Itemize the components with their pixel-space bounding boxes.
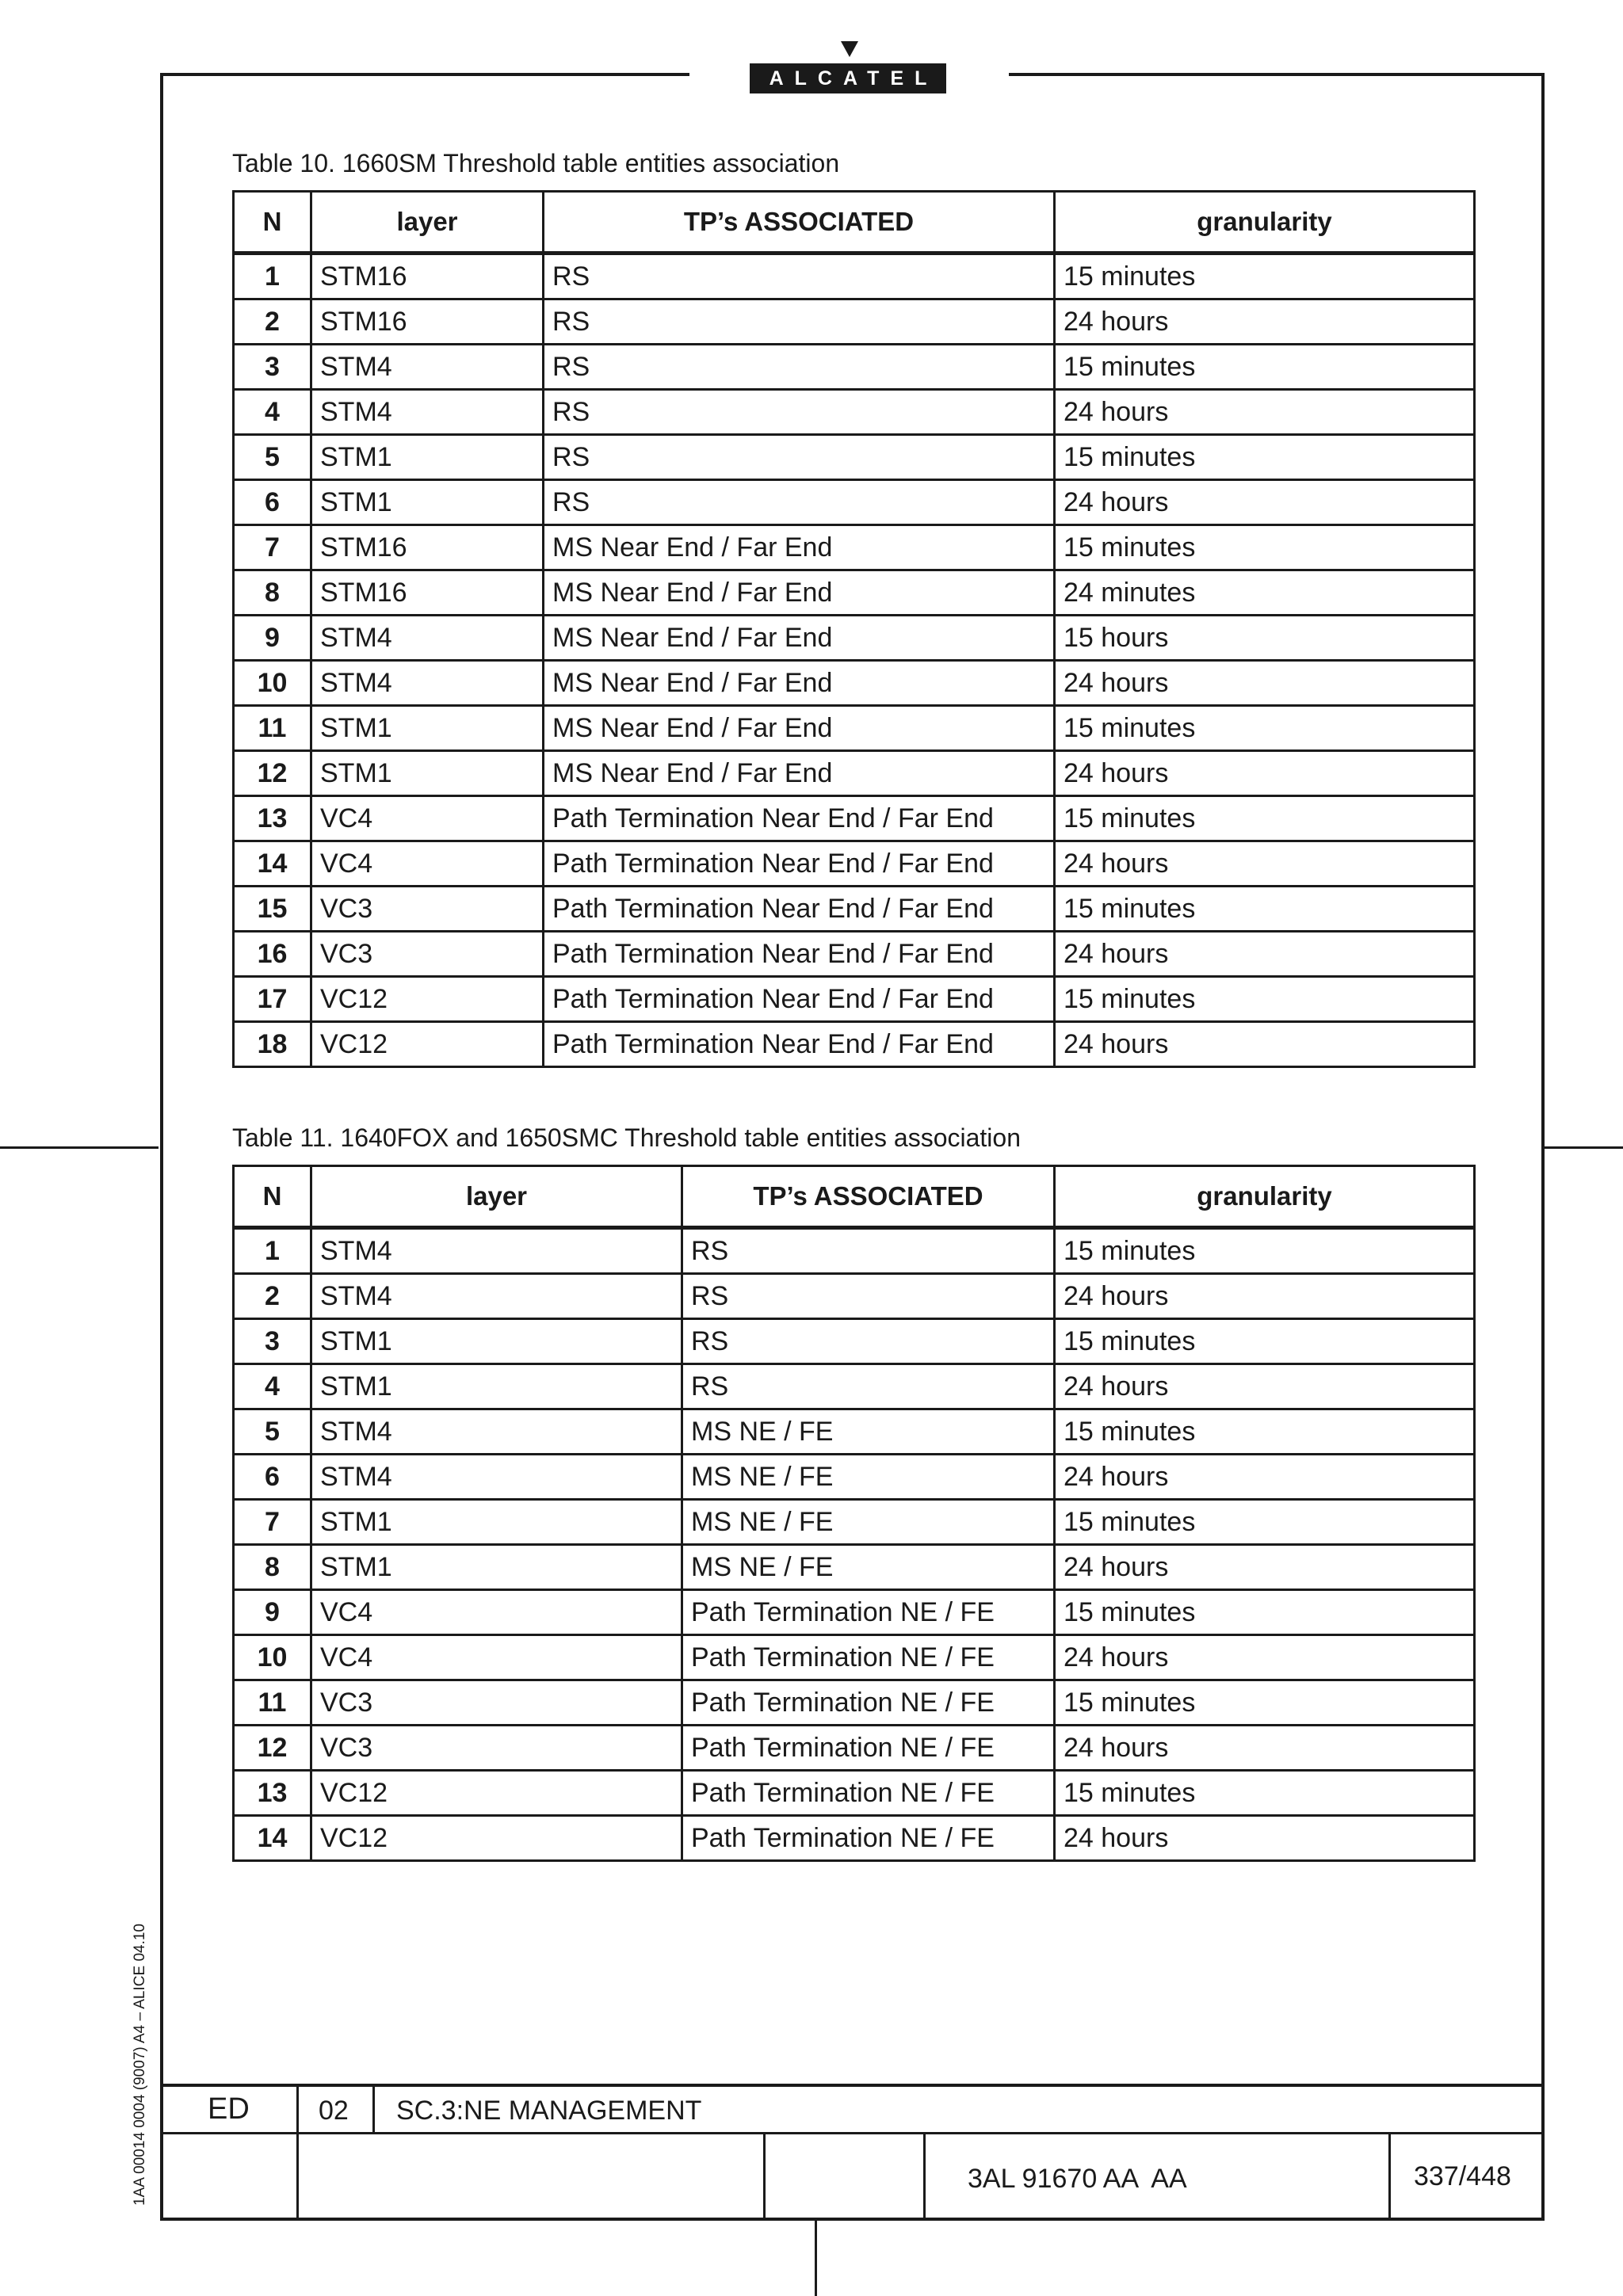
table11-cell-n: 10: [234, 1635, 311, 1680]
table10-row: [234, 1022, 1475, 1067]
table10-cell-n: 2: [234, 299, 311, 345]
table11-cell-n: 8: [234, 1545, 311, 1590]
table11: [232, 1165, 1476, 1862]
table10-cell-granularity: 24 hours: [1055, 1022, 1475, 1067]
table11-cell-tp-associated: RS: [682, 1364, 1055, 1409]
footer-section: SC.3:NE MANAGEMENT: [396, 2096, 702, 2126]
table11-cell-granularity: 24 hours: [1055, 1726, 1475, 1771]
table11-cell-layer: VC3: [311, 1726, 682, 1771]
table10-row: [234, 616, 1475, 661]
table10-cell-n: 18: [234, 1022, 311, 1067]
table10-header-tp: TP’s ASSOCIATED: [544, 192, 1055, 254]
table11-cell-granularity: 15 minutes: [1055, 1500, 1475, 1545]
table11-cell-layer: VC12: [311, 1816, 682, 1861]
table11-cell-granularity: 15 minutes: [1055, 1319, 1475, 1364]
table10-cell-tp-associated: RS: [544, 435, 1055, 480]
table10-header-granularity: granularity: [1055, 192, 1475, 254]
table10-cell-n: 4: [234, 390, 311, 435]
table11-cell-tp-associated: Path Termination NE / FE: [682, 1590, 1055, 1635]
table11-cell-granularity: 24 hours: [1055, 1455, 1475, 1500]
table11-cell-granularity: 24 hours: [1055, 1545, 1475, 1590]
table11-cell-layer: STM1: [311, 1364, 682, 1409]
footer-mid-line: [160, 2132, 1545, 2134]
table11-row: [234, 1500, 1475, 1545]
table10-cell-granularity: 24 minutes: [1055, 570, 1475, 616]
table10-cell-layer: VC12: [311, 977, 544, 1022]
table10-row: [234, 841, 1475, 887]
table10: [232, 190, 1476, 1068]
table11-cell-tp-associated: Path Termination NE / FE: [682, 1635, 1055, 1680]
table11-cell-n: 14: [234, 1816, 311, 1861]
table10-cell-n: 14: [234, 841, 311, 887]
table10-cell-n: 15: [234, 887, 311, 932]
table11-cell-n: 12: [234, 1726, 311, 1771]
table11-cell-n: 11: [234, 1680, 311, 1726]
table11-cell-n: 4: [234, 1364, 311, 1409]
table11-cell-granularity: 15 minutes: [1055, 1228, 1475, 1274]
table11-cell-n: 13: [234, 1771, 311, 1816]
table11-row: [234, 1635, 1475, 1680]
table11-cell-layer: VC4: [311, 1635, 682, 1680]
table11-cell-layer: VC3: [311, 1680, 682, 1726]
table11-cell-layer: STM4: [311, 1274, 682, 1319]
table10-cell-granularity: 24 hours: [1055, 661, 1475, 706]
footer-ed-label: ED: [208, 2092, 250, 2126]
footer-ed-value: 02: [319, 2096, 349, 2126]
table10-cell-tp-associated: Path Termination Near End / Far End: [544, 796, 1055, 841]
table11-row: [234, 1455, 1475, 1500]
table10-cell-tp-associated: MS Near End / Far End: [544, 616, 1055, 661]
footer-divider-3: [763, 2132, 766, 2221]
table10-row: [234, 661, 1475, 706]
table10-cell-layer: VC3: [311, 887, 544, 932]
table11-row: [234, 1274, 1475, 1319]
table10-row: [234, 480, 1475, 525]
table11-cell-tp-associated: Path Termination NE / FE: [682, 1816, 1055, 1861]
table10-cell-layer: STM1: [311, 480, 544, 525]
table10-cell-granularity: 24 hours: [1055, 841, 1475, 887]
table11-row: [234, 1680, 1475, 1726]
table11-row: [234, 1816, 1475, 1861]
table10-cell-tp-associated: Path Termination Near End / Far End: [544, 977, 1055, 1022]
table11-cell-granularity: 15 minutes: [1055, 1409, 1475, 1455]
table11-row: [234, 1771, 1475, 1816]
table11-row: [234, 1228, 1475, 1274]
table10-cell-layer: STM4: [311, 661, 544, 706]
footer-divider-1: [296, 2084, 299, 2221]
table10-cell-granularity: 15 minutes: [1055, 435, 1475, 480]
margin-mark-right: [1545, 1146, 1623, 1149]
table10-cell-granularity: 24 hours: [1055, 480, 1475, 525]
table10-row: [234, 932, 1475, 977]
table10-cell-n: 6: [234, 480, 311, 525]
table11-header-n: N: [234, 1166, 311, 1228]
table10-cell-layer: STM16: [311, 299, 544, 345]
table10-cell-tp-associated: RS: [544, 480, 1055, 525]
table11-cell-layer: VC4: [311, 1590, 682, 1635]
table11-cell-granularity: 15 minutes: [1055, 1590, 1475, 1635]
table10-cell-n: 16: [234, 932, 311, 977]
table10-cell-granularity: 24 hours: [1055, 390, 1475, 435]
table11-cell-tp-associated: Path Termination NE / FE: [682, 1726, 1055, 1771]
table10-cell-tp-associated: Path Termination Near End / Far End: [544, 932, 1055, 977]
footer-bottom-line: [160, 2218, 1545, 2221]
table11-cell-n: 1: [234, 1228, 311, 1274]
table10-cell-layer: VC3: [311, 932, 544, 977]
table10-cell-tp-associated: MS Near End / Far End: [544, 706, 1055, 751]
table10-row: [234, 706, 1475, 751]
table10-cell-granularity: 15 hours: [1055, 616, 1475, 661]
table11-cell-granularity: 24 hours: [1055, 1816, 1475, 1861]
table10-row: [234, 570, 1475, 616]
table10-header-layer: layer: [311, 192, 544, 254]
table10-cell-n: 13: [234, 796, 311, 841]
table10-cell-layer: STM16: [311, 254, 544, 299]
table10-row: [234, 254, 1475, 299]
table10-cell-n: 3: [234, 345, 311, 390]
table10-cell-tp-associated: MS Near End / Far End: [544, 570, 1055, 616]
table10-row: [234, 887, 1475, 932]
table10-cell-granularity: 24 hours: [1055, 932, 1475, 977]
table10-cell-layer: STM4: [311, 616, 544, 661]
form-code: 1AA 00014 0004 (9007) A4 – ALICE 04.10: [132, 1924, 148, 2206]
footer-doc-number: 3AL 91670 AA AA: [968, 2164, 1187, 2194]
footer-page-number: 337/448: [1414, 2161, 1511, 2191]
table10-cell-granularity: 15 minutes: [1055, 254, 1475, 299]
table11-caption: Table 11. 1640FOX and 1650SMC Threshold table entities association: [232, 1123, 1021, 1152]
footer-top-line: [160, 2084, 1545, 2087]
table11-row: [234, 1364, 1475, 1409]
table10-cell-n: 1: [234, 254, 311, 299]
table11-cell-layer: STM1: [311, 1545, 682, 1590]
table11-cell-layer: STM1: [311, 1500, 682, 1545]
table11-row: [234, 1545, 1475, 1590]
table10-cell-granularity: 15 minutes: [1055, 706, 1475, 751]
table11-cell-granularity: 15 minutes: [1055, 1771, 1475, 1816]
table10-row: [234, 435, 1475, 480]
table10-header-n: N: [234, 192, 311, 254]
table10-row: [234, 345, 1475, 390]
table11-cell-layer: STM4: [311, 1228, 682, 1274]
table11-row: [234, 1590, 1475, 1635]
table10-cell-n: 8: [234, 570, 311, 616]
table10-cell-tp-associated: RS: [544, 254, 1055, 299]
table11-header-row: [234, 1166, 1475, 1228]
table10-row: [234, 796, 1475, 841]
table11-row: [234, 1409, 1475, 1455]
table10-cell-tp-associated: Path Termination Near End / Far End: [544, 841, 1055, 887]
table11-cell-n: 3: [234, 1319, 311, 1364]
table10-cell-layer: VC4: [311, 841, 544, 887]
footer-divider-4: [923, 2132, 926, 2221]
table10-cell-layer: VC4: [311, 796, 544, 841]
table10-cell-tp-associated: Path Termination Near End / Far End: [544, 887, 1055, 932]
table10-cell-n: 12: [234, 751, 311, 796]
table11-cell-tp-associated: MS NE / FE: [682, 1500, 1055, 1545]
table11-cell-layer: STM4: [311, 1409, 682, 1455]
table10-row: [234, 977, 1475, 1022]
table10-row: [234, 390, 1475, 435]
frame-top-left: [160, 73, 689, 76]
footer-divider-2: [372, 2084, 375, 2134]
table10-cell-granularity: 15 minutes: [1055, 977, 1475, 1022]
table10-cell-n: 9: [234, 616, 311, 661]
table11-cell-n: 2: [234, 1274, 311, 1319]
table10-cell-granularity: 15 minutes: [1055, 796, 1475, 841]
table10-cell-tp-associated: MS Near End / Far End: [544, 751, 1055, 796]
table10-cell-n: 7: [234, 525, 311, 570]
table11-cell-granularity: 24 hours: [1055, 1635, 1475, 1680]
table10-cell-layer: STM1: [311, 706, 544, 751]
table10-row: [234, 751, 1475, 796]
table10-cell-layer: VC12: [311, 1022, 544, 1067]
table11-row: [234, 1726, 1475, 1771]
table10-cell-n: 10: [234, 661, 311, 706]
table10-cell-layer: STM4: [311, 345, 544, 390]
table11-cell-layer: VC12: [311, 1771, 682, 1816]
table11-cell-n: 6: [234, 1455, 311, 1500]
table11-cell-n: 7: [234, 1500, 311, 1545]
table11-cell-layer: STM4: [311, 1455, 682, 1500]
table11-cell-tp-associated: RS: [682, 1274, 1055, 1319]
table10-cell-granularity: 24 hours: [1055, 751, 1475, 796]
table11-cell-n: 9: [234, 1590, 311, 1635]
table11-cell-tp-associated: MS NE / FE: [682, 1545, 1055, 1590]
table11-cell-tp-associated: MS NE / FE: [682, 1409, 1055, 1455]
table10-header-row: [234, 192, 1475, 254]
table10-cell-n: 11: [234, 706, 311, 751]
table10-cell-granularity: 24 hours: [1055, 299, 1475, 345]
table11-cell-granularity: 24 hours: [1055, 1274, 1475, 1319]
table11-cell-tp-associated: RS: [682, 1228, 1055, 1274]
table10-cell-tp-associated: RS: [544, 299, 1055, 345]
table11-cell-granularity: 24 hours: [1055, 1364, 1475, 1409]
table11-header-layer: layer: [311, 1166, 682, 1228]
table10-cell-layer: STM1: [311, 751, 544, 796]
table10-cell-n: 17: [234, 977, 311, 1022]
table10-cell-tp-associated: MS Near End / Far End: [544, 661, 1055, 706]
table10-cell-tp-associated: RS: [544, 390, 1055, 435]
table11-cell-tp-associated: MS NE / FE: [682, 1455, 1055, 1500]
table10-cell-layer: STM1: [311, 435, 544, 480]
table11-cell-layer: STM1: [311, 1319, 682, 1364]
table11-cell-granularity: 15 minutes: [1055, 1680, 1475, 1726]
table10-cell-granularity: 15 minutes: [1055, 887, 1475, 932]
table10-cell-layer: STM4: [311, 390, 544, 435]
binding-mark: [815, 2221, 817, 2296]
table11-cell-tp-associated: RS: [682, 1319, 1055, 1364]
table10-cell-tp-associated: Path Termination Near End / Far End: [544, 1022, 1055, 1067]
alcatel-logo: ALCATEL: [750, 63, 946, 93]
table10-row: [234, 525, 1475, 570]
table11-header-granularity: granularity: [1055, 1166, 1475, 1228]
table10-caption: Table 10. 1660SM Threshold table entities association: [232, 149, 840, 177]
table10-cell-n: 5: [234, 435, 311, 480]
table10-cell-tp-associated: RS: [544, 345, 1055, 390]
table11-cell-n: 5: [234, 1409, 311, 1455]
table10-cell-granularity: 15 minutes: [1055, 345, 1475, 390]
margin-mark-left: [0, 1146, 158, 1149]
table10-row: [234, 299, 1475, 345]
table10-cell-layer: STM16: [311, 525, 544, 570]
frame-left: [160, 73, 163, 2221]
table11-cell-tp-associated: Path Termination NE / FE: [682, 1771, 1055, 1816]
table10-cell-layer: STM16: [311, 570, 544, 616]
frame-top-right: [1009, 73, 1545, 76]
table10-cell-granularity: 15 minutes: [1055, 525, 1475, 570]
table11-row: [234, 1319, 1475, 1364]
table11-cell-tp-associated: Path Termination NE / FE: [682, 1680, 1055, 1726]
footer-divider-5: [1388, 2132, 1391, 2221]
table11-header-tp: TP’s ASSOCIATED: [682, 1166, 1055, 1228]
table10-cell-tp-associated: MS Near End / Far End: [544, 525, 1055, 570]
logo-triangle-icon: [841, 41, 858, 57]
